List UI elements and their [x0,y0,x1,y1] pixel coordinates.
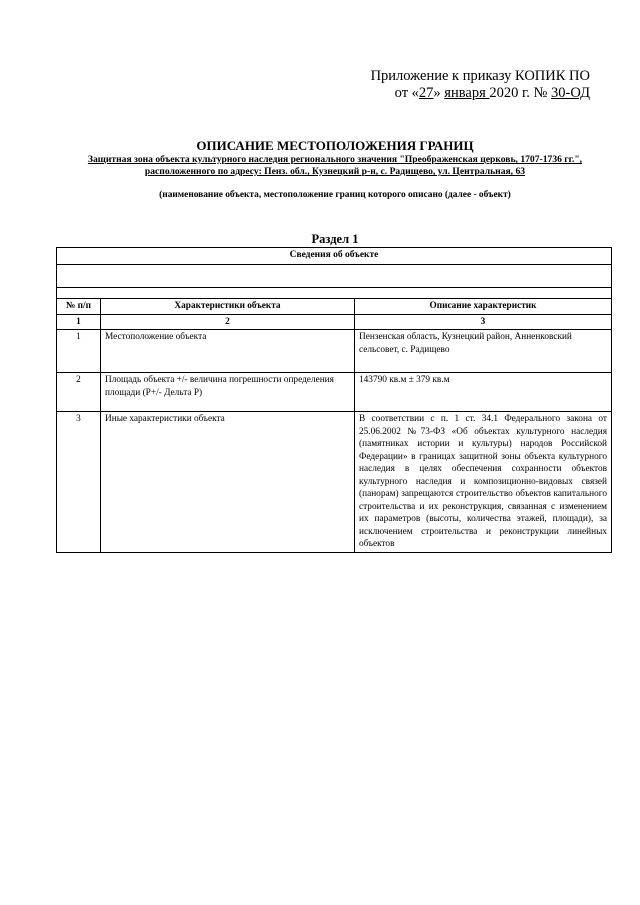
table-gap-row [57,288,612,299]
object-info-table [56,247,612,553]
table-row [57,373,612,412]
table-gap-cell [57,288,612,299]
appendix-line1: Приложение к приказу КОПИК ПО [370,68,590,84]
appendix-day: 27 [418,85,434,101]
table-blank-cell [57,265,612,288]
appendix-month: января [444,85,490,101]
row-characteristic: Местоположение объекта [101,330,355,373]
row-number: 1 [57,330,101,373]
appendix-mid: » [433,85,445,101]
table-header-row [57,299,612,315]
table-column-numbers-row [57,314,612,330]
row-description: Пензенская область, Кузнецкий район, Анненковский сельсовет, с. Радищево [355,330,612,373]
row-characteristic: Площадь объекта +/- величина погрешности определения площади (Р+/- Дельта Р) [101,373,355,412]
header-number: № п/п [57,299,101,315]
row-number: 2 [57,373,101,412]
header-characteristic: Характеристики объекта [101,299,355,315]
column-number-1: 1 [57,314,101,330]
table-caption-row [57,248,612,265]
appendix-line2 [330,85,590,102]
table-caption: Сведения об объекте [57,248,612,265]
appendix-prefix: от « [394,85,419,101]
object-name-note: (наименование объекта, местоположение границ которого описано (далее - объект) [159,190,511,200]
appendix-header [330,68,590,102]
header-description: Описание характеристик [355,299,612,315]
table-row [57,330,612,373]
object-name: Защитная зона объекта культурного наследия регионального значения "Преображенская церковь, 1707-1736 гг.", расположенного по адресу: Пенз. обл., Кузнецкий р-н, с. Радищево, ул. Центральная, 63 [87,154,583,177]
table-row [57,412,612,553]
row-number: 3 [57,412,101,553]
section-title: Раздел 1 [311,232,359,246]
column-number-3: 3 [355,314,612,330]
row-description: В соответствии с п. 1 ст. 34.1 Федерального закона от 25.06.2002 №73-ФЗ «Об объектах культурного наследия (памятниках истории и культуры) народов Российской Федерации» в границах защитной зоны объекта культурного наследия в целях обеспечения сохранности объектов культурного наследия и композиционно-видовых связей (панорам) запрещаются строительство объектов капитального строительства и их реконструкция, связанная с изменением их параметров (высоты, количества этажей, площади), за исключением строительства и реконструкции линейных объектов [355,412,612,553]
row-characteristic: Иные характеристики объекта [101,412,355,553]
appendix-year: 2020 г. № [489,85,552,101]
document-title: ОПИСАНИЕ МЕСТОПОЛОЖЕНИЯ ГРАНИЦ [196,138,474,153]
column-number-2: 2 [101,314,355,330]
appendix-number: 30-ОД [551,85,590,101]
table-blank-row [57,265,612,288]
row-description: 143790 кв.м ± 379 кв.м [355,373,612,412]
